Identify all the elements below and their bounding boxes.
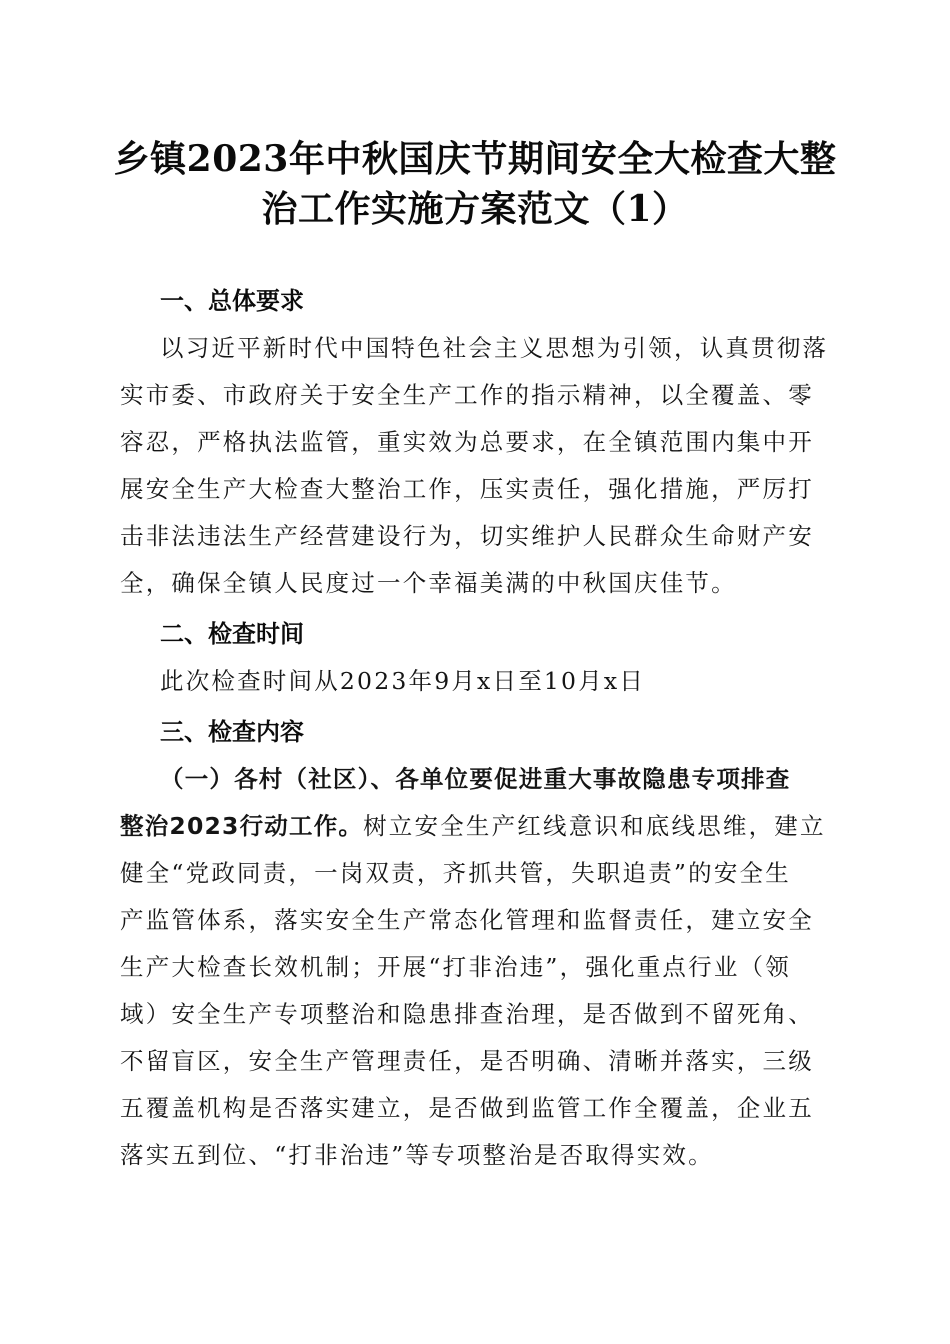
section-inspection-content bbox=[120, 708, 832, 1179]
subsection-lead-continued: 整治2023行动工作。 bbox=[120, 812, 364, 840]
paragraph-line: 生产大检查长效机制；开展“打非治违”，强化重点行业（领 bbox=[120, 953, 791, 981]
section-heading: 三、检查内容 bbox=[160, 718, 304, 746]
paragraph-line: 展安全生产大检查大整治工作，压实责任，强化措施，严厉打 bbox=[120, 475, 814, 503]
paragraph-line: 全，确保全镇人民度过一个幸福美满的中秋国庆佳节。 bbox=[120, 569, 737, 597]
paragraph-line: 健全“党政同责，一岗双责，齐抓共管，失职追责”的安全生 bbox=[120, 859, 791, 887]
paragraph-line bbox=[120, 803, 832, 850]
paragraph-line: 落实五到位、“打非治违”等专项整治是否取得实效。 bbox=[120, 1141, 714, 1169]
paragraph-line: 实市委、市政府关于安全生产工作的指示精神，以全覆盖、零 bbox=[120, 381, 814, 409]
section-inspection-time bbox=[120, 610, 832, 705]
paragraph-line: 容忍，严格执法监管，重实效为总要求，在全镇范围内集中开 bbox=[120, 428, 814, 456]
section-heading: 二、检查时间 bbox=[160, 620, 304, 648]
subsection-lead: （一）各村（社区）、各单位要促进重大事故隐患专项排查 bbox=[160, 765, 791, 793]
paragraph-line: 击非法违法生产经营建设行为，切实维护人民群众生命财产安 bbox=[120, 522, 814, 550]
document-title bbox=[90, 134, 860, 234]
section-general-requirements bbox=[120, 277, 832, 607]
subsection-lead-line bbox=[120, 756, 832, 803]
paragraph-line: 五覆盖机构是否落实建立，是否做到监管工作全覆盖，企业五 bbox=[120, 1094, 814, 1122]
paragraph-line: 不留盲区，安全生产管理责任，是否明确、清晰并落实，三级 bbox=[120, 1047, 814, 1075]
paragraph-line: 以习近平新时代中国特色社会主义思想为引领，认真贯彻落 bbox=[160, 334, 829, 362]
paragraph-text: 树立安全生产红线意识和底线思维，建立 bbox=[363, 812, 826, 840]
paragraph-line: 此次检查时间从2023年9月x日至10月x日 bbox=[160, 667, 646, 695]
paragraph-line: 产监管体系，落实安全生产常态化管理和监督责任，建立安全 bbox=[120, 906, 814, 934]
section-heading: 一、总体要求 bbox=[160, 287, 304, 315]
document-body bbox=[120, 277, 832, 1179]
title-line-2: 治工作实施方案范文（1） bbox=[261, 188, 689, 230]
title-line-1: 乡镇2023年中秋国庆节期间安全大检查大整 bbox=[113, 138, 837, 180]
paragraph-line: 域）安全生产专项整治和隐患排查治理，是否做到不留死角、 bbox=[120, 1000, 814, 1028]
